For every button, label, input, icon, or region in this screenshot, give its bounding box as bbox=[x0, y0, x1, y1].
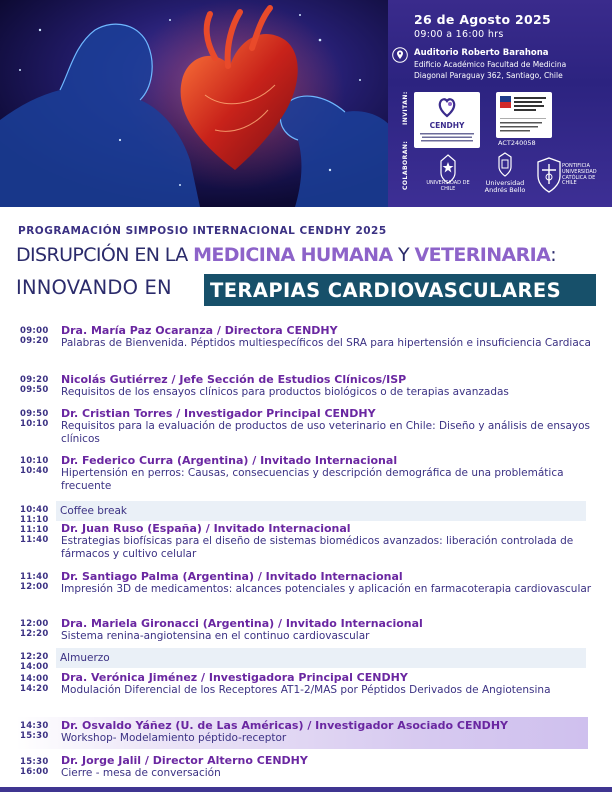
talk-description: Requisitos de los ensayos clínicos para productos biológicos o de terapias avanzadas bbox=[61, 386, 509, 398]
end-time: 12:20 bbox=[20, 629, 49, 639]
act-code: ACT240058 bbox=[498, 139, 536, 147]
cendhy-logo-text: CENDHY bbox=[429, 121, 465, 130]
schedule-entry bbox=[61, 373, 596, 399]
time-slot bbox=[20, 721, 56, 741]
start-time: 12:20 bbox=[20, 652, 49, 662]
speaker: Dra. Verónica Jiménez / Investigadora Principal CENDHY bbox=[61, 671, 408, 684]
title-box-text: TERAPIAS CARDIOVASCULARES bbox=[210, 279, 562, 302]
start-time: 12:00 bbox=[20, 619, 49, 629]
talk-description: Impresión 3D de medicamentos: alcances potenciales y aplicación en farmacoterapia cardiovascular bbox=[61, 583, 592, 595]
schedule-entry bbox=[61, 324, 596, 350]
time-slot bbox=[20, 757, 56, 777]
start-time: 10:40 bbox=[20, 505, 49, 515]
event-header bbox=[0, 0, 612, 207]
end-time: 10:40 bbox=[20, 466, 49, 476]
start-time: 09:20 bbox=[20, 375, 49, 385]
footer-bar bbox=[0, 787, 612, 792]
speaker: Nicolás Gutiérrez / Jefe Sección de Estudios Clínicos/ISP bbox=[61, 373, 407, 386]
time-slot bbox=[20, 505, 56, 525]
anid-emblem-icon bbox=[496, 92, 552, 138]
end-time: 12:00 bbox=[20, 582, 49, 592]
symposium-title-line2: INNOVANDO EN bbox=[16, 276, 172, 299]
end-time: 10:10 bbox=[20, 419, 49, 429]
time-slot bbox=[20, 674, 56, 694]
start-time: 09:00 bbox=[20, 326, 49, 336]
event-time: 09:00 a 16:00 hrs bbox=[414, 29, 504, 40]
venue-name: Auditorio Roberto Barahona bbox=[414, 48, 549, 58]
heart-illustration bbox=[0, 0, 400, 207]
schedule-entry bbox=[61, 617, 596, 643]
end-time: 14:20 bbox=[20, 684, 49, 694]
start-time: 14:30 bbox=[20, 721, 49, 731]
schedule-entry bbox=[61, 454, 596, 492]
coffee-break-row bbox=[56, 501, 586, 521]
unab-logo-text: Universidad Andrés Bello bbox=[484, 179, 526, 195]
time-slot bbox=[20, 652, 56, 672]
speaker: Dra. Mariela Gironacci (Argentina) / Invitado Internacional bbox=[61, 617, 423, 630]
puc-emblem-icon bbox=[535, 156, 563, 194]
end-time: 11:10 bbox=[20, 515, 49, 525]
start-time: 10:10 bbox=[20, 456, 49, 466]
title-part: : bbox=[550, 244, 557, 266]
venue-address: Diagonal Paraguay 362, Santiago, Chile bbox=[414, 71, 563, 80]
venue-building: Edificio Académico Facultad de Medicina bbox=[414, 60, 567, 69]
start-time: 14:00 bbox=[20, 674, 49, 684]
speaker: Dr. Jorge Jalil / Director Alterno CENDHY bbox=[61, 754, 308, 767]
title-part: Y bbox=[392, 244, 415, 266]
schedule-entry bbox=[61, 719, 596, 745]
time-slot bbox=[20, 525, 56, 545]
time-slot bbox=[20, 456, 56, 476]
puc-logo-text: PONTIFICIA UNIVERSIDAD CATÓLICA DE CHILE bbox=[562, 163, 597, 187]
talk-description: Palabras de Bienvenida. Péptidos multiespecíficos del SRA para hipertensión e insuficiencia Cardiaca bbox=[61, 337, 591, 349]
schedule-entry bbox=[61, 522, 596, 560]
break-label: Coffee break bbox=[60, 505, 127, 517]
talk-description: Requisitos para la evaluación de productos de uso veterinario en Chile: Diseño y análisis de ensayos clínicos bbox=[61, 420, 591, 445]
schedule-entry bbox=[61, 570, 596, 596]
start-time: 15:30 bbox=[20, 757, 49, 767]
talk-description: Modulación Diferencial de los Receptores AT1-2/MAS por Péptidos Derivados de Angiotensina bbox=[61, 684, 551, 696]
title-highlight-box bbox=[204, 274, 596, 306]
speaker: Dr. Cristian Torres / Investigador Principal CENDHY bbox=[61, 407, 376, 420]
title-highlight-human: MEDICINA HUMANA bbox=[193, 244, 393, 266]
end-time: 15:30 bbox=[20, 731, 49, 741]
speaker: Dr. Juan Ruso (España) / Invitado Internacional bbox=[61, 522, 351, 535]
schedule-entry bbox=[61, 407, 596, 445]
schedule-entry bbox=[61, 671, 596, 697]
start-time: 11:10 bbox=[20, 525, 49, 535]
talk-description: Sistema renina-angiotensina en el continuo cardiovascular bbox=[61, 630, 370, 642]
symposium-title-line1 bbox=[16, 244, 556, 266]
heart-logo-icon bbox=[438, 96, 456, 118]
talk-description: Cierre - mesa de conversación bbox=[61, 767, 221, 779]
end-time: 16:00 bbox=[20, 767, 49, 777]
end-time: 09:20 bbox=[20, 336, 49, 346]
time-slot bbox=[20, 619, 56, 639]
uchile-logo-text: UNIVERSIDAD DE CHILE bbox=[426, 180, 470, 192]
event-date: 26 de Agosto 2025 bbox=[414, 12, 551, 27]
end-time: 11:40 bbox=[20, 535, 49, 545]
end-time: 14:00 bbox=[20, 662, 49, 672]
speaker: Dr. Federico Curra (Argentina) / Invitado Internacional bbox=[61, 454, 398, 467]
anid-logo bbox=[496, 92, 552, 138]
program-heading: PROGRAMACIÓN SIMPOSIO INTERNACIONAL CENDHY 2025 bbox=[18, 225, 387, 237]
title-highlight-vet: VETERINARIA bbox=[414, 244, 551, 266]
speaker: Dr. Osvaldo Yáñez (U. de Las Américas) / Investigador Asociado CENDHY bbox=[61, 719, 508, 732]
colaboran-label: COLABORAN: bbox=[402, 140, 409, 190]
speaker: Dra. María Paz Ocaranza / Directora CENDHY bbox=[61, 324, 338, 337]
invitan-label: INVITAN: bbox=[402, 91, 409, 125]
end-time: 09:50 bbox=[20, 385, 49, 395]
talk-description: Estrategias biofísicas para el diseño de sistemas biomédicos avanzados: liberación controlada de fármacos y cultivo celular bbox=[61, 535, 574, 560]
schedule-entry bbox=[61, 754, 596, 780]
lunch-row bbox=[56, 648, 586, 668]
time-slot bbox=[20, 326, 56, 346]
cendhy-logo-subtitle-lines bbox=[418, 132, 476, 144]
time-slot bbox=[20, 572, 56, 592]
time-slot bbox=[20, 375, 56, 395]
location-pin-icon bbox=[392, 47, 408, 63]
talk-description: Workshop- Modelamiento péptido-receptor bbox=[61, 732, 287, 744]
start-time: 11:40 bbox=[20, 572, 49, 582]
unab-emblem-icon bbox=[497, 152, 513, 178]
cendhy-logo bbox=[414, 92, 480, 148]
break-label: Almuerzo bbox=[60, 652, 110, 664]
start-time: 09:50 bbox=[20, 409, 49, 419]
speaker: Dr. Santiago Palma (Argentina) / Invitado Internacional bbox=[61, 570, 403, 583]
talk-description: Hipertensión en perros: Causas, consecuencias y descripción demográfica de una problemática frecuente bbox=[61, 467, 564, 492]
time-slot bbox=[20, 409, 56, 429]
title-part: DISRUPCIÓN EN LA bbox=[16, 244, 194, 266]
